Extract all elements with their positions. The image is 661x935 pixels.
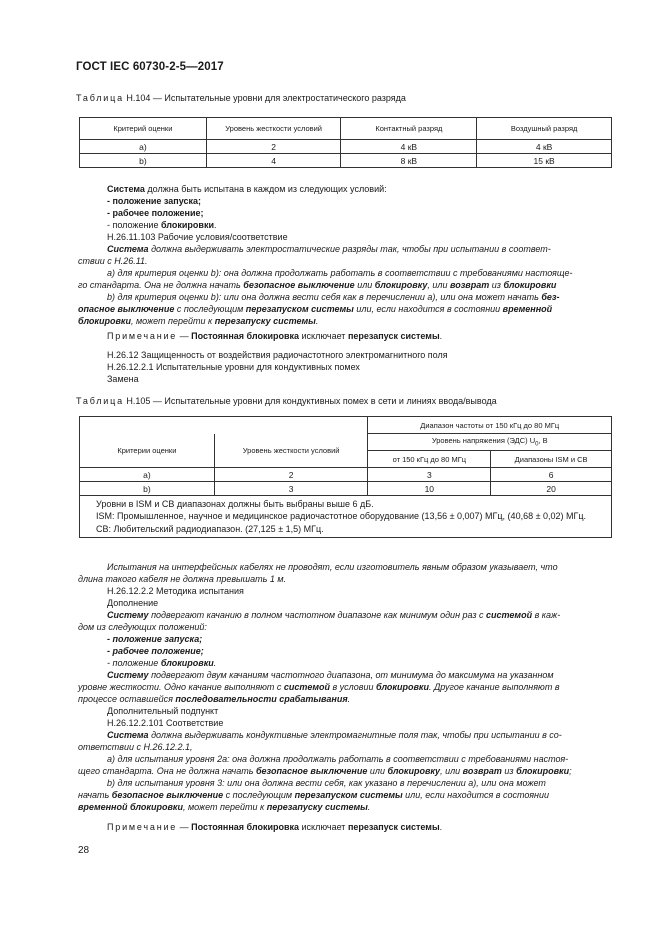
table-cell: 10 [368, 482, 491, 496]
table-header: Контактный разряд [341, 118, 477, 140]
list-item: - положение запуска; [107, 196, 202, 206]
section-heading: Н.26.12.2.1 Испытательные уровни для кондуктивных помех [107, 362, 360, 372]
paragraph-line: Система должна выдерживать кондуктивные электромагнитные поля так, чтобы при испытании в со- [107, 730, 562, 740]
page-number: 28 [78, 845, 90, 856]
paragraph-line: Испытания на интерфейсных кабелях не проводят, если изготовитель явным образом указывает, что [107, 562, 558, 572]
section-heading: Н.26.12.2.2 Методика испытания [107, 586, 244, 596]
table-cell: a) [80, 140, 207, 154]
table-cell: 4 кВ [341, 140, 477, 154]
list-item: - положение блокировки. [107, 220, 217, 230]
table-cell-empty [80, 417, 368, 434]
paragraph-line: ствии с Н.26.11. [78, 256, 148, 266]
paragraph-line: Дополнительный подпункт [107, 706, 219, 716]
table-cell: 6 [491, 468, 612, 482]
table-cell: 2 [214, 468, 368, 482]
paragraph-line: а) для критерия оценки b): она должна продолжать работать в соответствии с требованиями настояще- [107, 268, 573, 278]
paragraph-line: щего стандарта. Она не должна начать безопасное выключение или блокировку, или возврат из блокировки; [78, 766, 572, 776]
note: Примечание — Постоянная блокировка исключает перезапуск системы. [107, 331, 443, 341]
paragraph-line: Систему подвергают двум качаниям частотного диапазона, от минимума до максимума на указанном [107, 670, 554, 680]
paragraph-line: начать безопасное выключение с последующим перезапуском системы или, если находится в состоянии [78, 790, 549, 800]
section-heading: Н.26.11.103 Рабочие условия/соответствие [107, 232, 288, 242]
paragraph-line: а) для испытания уровня 2а: она должна продолжать работать в соответствии с требованиями настоя- [107, 754, 569, 764]
table-header: от 150 кГц до 80 МГц [368, 451, 491, 468]
paragraph-line: Дополнение [107, 598, 159, 608]
table-header: Критерий оценки [80, 118, 207, 140]
table-caption: Таблица Н.104 — Испытательные уровни для электростатического разряда [76, 93, 406, 103]
table-header: Уровень жесткости условий [214, 434, 368, 468]
section-heading: Н.26.12 Защищенность от воздействия радиочастотного электромагнитного поля [107, 350, 448, 360]
table-cell: 8 кВ [341, 154, 477, 168]
table-header: Уровень жесткости условий [206, 118, 341, 140]
paragraph-line: b) для критерия оценки b): или она должна вести себя как в перечислении а), или она может начать без- [107, 292, 560, 302]
table-cell: 3 [214, 482, 368, 496]
table-h104 [79, 117, 612, 168]
paragraph-line: Система должна выдерживать электростатические разряды так, чтобы при испытании в соответ- [107, 244, 551, 254]
table-header: Воздушный разряд [477, 118, 612, 140]
paragraph-line: уровне жесткости. Одно качание выполняют с системой в условии блокировки. Другое качание выполняют в [78, 682, 560, 692]
paragraph-line: длина такого кабеля не должна превышать 1 м. [78, 574, 287, 584]
paragraph-line: временной блокировки, может перейти к перезапуску системы. [78, 802, 371, 812]
table-header: Уровень напряжения (ЭДС) $U_0$, В [368, 434, 612, 451]
table-cell: 15 кВ [477, 154, 612, 168]
table-cell: 4 кВ [477, 140, 612, 154]
list-item: - положение блокировки. [107, 658, 217, 668]
table-cell: b) [80, 482, 215, 496]
table-cell: 2 [206, 140, 341, 154]
list-item: - рабочее положение; [107, 208, 204, 218]
table-caption: Таблица Н.105 — Испытательные уровни для кондуктивных помех в сети и линиях ввода/вывода [76, 396, 497, 406]
paragraph-line: b) для испытания уровня 3: или она должна вести себя, как указано в перечислении а), или она может [107, 778, 546, 788]
table-cell: a) [80, 468, 215, 482]
section-heading: Н.26.12.2.101 Соответствие [107, 718, 224, 728]
paragraph-line: Замена [107, 374, 139, 384]
document-header: ГОСТ IEC 60730-2-5—2017 [76, 61, 224, 73]
table-header: Диапазон частоты от 150 кГц до 80 МГц [368, 417, 612, 434]
paragraph-line: го стандарта. Она не должна начать безопасное выключение или блокировку, или возврат из блокировки [78, 280, 557, 290]
list-item: - положение запуска; [107, 634, 203, 644]
paragraph-line: дом из следующих положений: [78, 622, 207, 632]
table-cell: 4 [206, 154, 341, 168]
note: Примечание — Постоянная блокировка исключает перезапуск системы. [107, 822, 443, 832]
list-item: - рабочее положение; [107, 646, 204, 656]
table-note: Уровни в ISM и CB диапазонах должны быть выбраны выше 6 дБ. ISM: Промышленное, научное и медицинское радиочастотное оборудование (13,56 ± 0,007) МГц, (40,68 ± 0,02) МГц. СВ: Любительский радиодиапазон. (27,125 ± 1,5) МГц. [80, 496, 612, 538]
paragraph-line: Система должна быть испытана в каждом из следующих условий: [107, 184, 387, 194]
paragraph-line: Систему подвергают качанию в полном частотном диапазоне как минимум один раз с системой в каж- [107, 610, 561, 620]
paragraph-line: блокировки, может перейти к перезапуску системы. [78, 316, 319, 326]
table-header: Критерии оценки [80, 434, 215, 468]
table-cell: 20 [491, 482, 612, 496]
paragraph-line: опасное выключение с последующим перезапуском системы или, если находится в состоянии временной [78, 304, 553, 314]
table-cell: 3 [368, 468, 491, 482]
table-h105 [79, 416, 612, 538]
table-header: Диапазоны ISM и CB [491, 451, 612, 468]
paragraph-line: ответствии с Н.26.12.2.1, [78, 742, 193, 752]
table-cell: b) [80, 154, 207, 168]
paragraph-line: процессе оставшейся последовательности срабатывания. [78, 694, 351, 704]
